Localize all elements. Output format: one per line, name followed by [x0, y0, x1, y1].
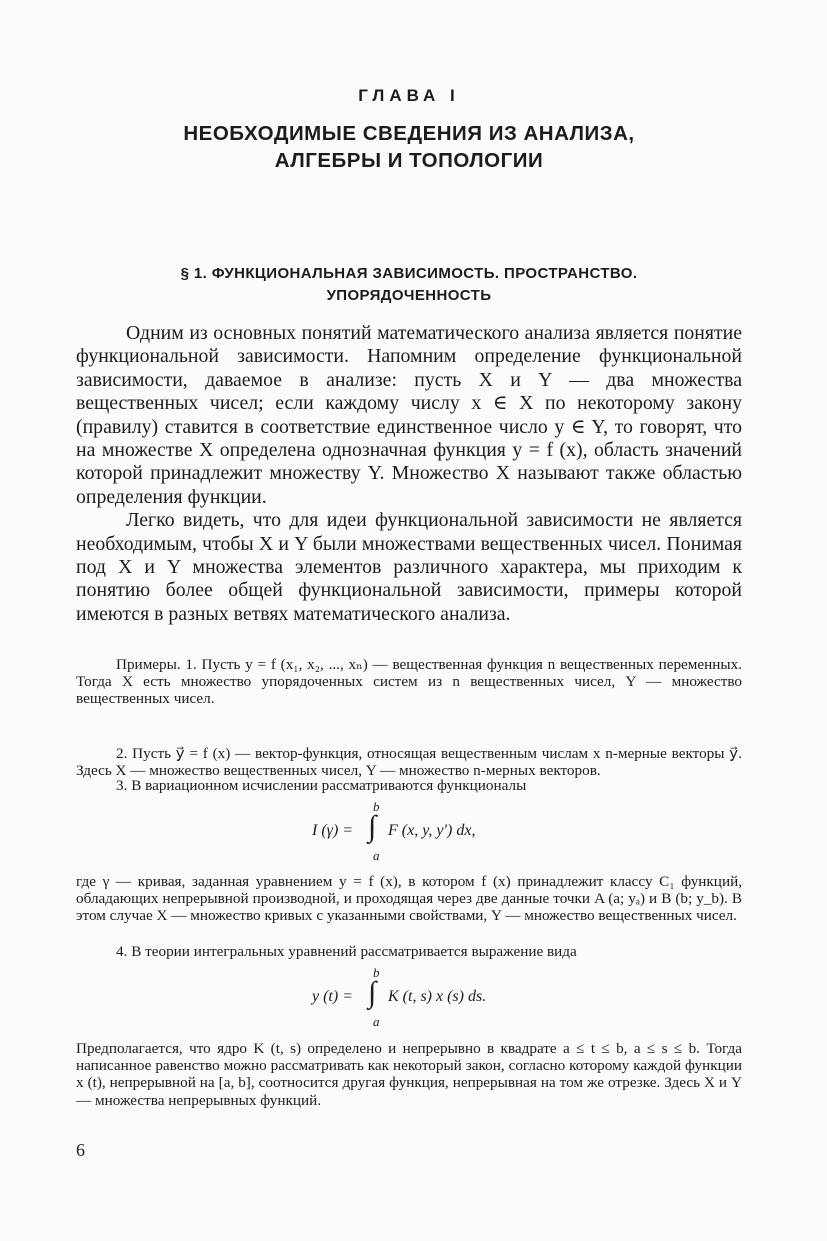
example-2-text: 2. Пусть y⃗ = f (x) — вектор-функция, относящая вещественным числам x n-мерные векторы y⃗. Здесь X — множество вещественных чисел, Y — множество n-мерных векторов. [76, 745, 742, 780]
formula-1-lhs: I (γ) = [312, 822, 354, 839]
example-4-intro-text: 4. В теории интегральных уравнений рассматривается выражение вида [116, 943, 577, 960]
functional-formula [76, 798, 742, 863]
example-3-intro [76, 777, 742, 794]
example-2 [76, 745, 742, 779]
formula-2-lhs: y (t) = [312, 988, 353, 1005]
section-title: § 1. ФУНКЦИОНАЛЬНАЯ ЗАВИСИМОСТЬ. ПРОСТРАНСТВО. УПОРЯДОЧЕННОСТЬ [180, 265, 638, 304]
example-1 [76, 656, 742, 708]
paragraph-2: Легко видеть, что для идеи функциональной зависимости не является необходимым, чтобы X и Y были множествами вещественных чисел. Понимая под X и Y множества элементов различного характера, мы приходим к понятию более общей функциональной зависимости, примеры которой имеются в разных ветвях математического анализа. [76, 509, 742, 625]
formula-1-upper-limit: b [373, 799, 380, 814]
formula-2-upper-limit: b [373, 965, 380, 980]
example-3-after-text: где γ — кривая, заданная уравнением y = f (x), в котором f (x) принадлежит классу C₁ функций, обладающих непрерывной производной, и проходящая через две данные точки A (a; yₐ) и B (b; y_b). В этом случае X — множество кривых с указанными свойствами, Y — множество вещественных чисел. [76, 873, 742, 925]
formula-1-lower-limit: a [373, 848, 380, 863]
formula-2-rhs: K (t, s) x (s) ds. [388, 988, 487, 1005]
example-4-after-text: Предполагается, что ядро K (t, s) определено и непрерывно в квадрате a ≤ t ≤ b, a ≤ s ≤ b. Тогда написанное равенство можно рассматривать как некоторый закон, согласно которому каждой функции x (t), непрерывной на [a, b], соотносится другая функция, непрерывная на том же отрезке. Здесь X и Y — множества непрерывных функций. [76, 1040, 742, 1109]
main-text [76, 322, 742, 626]
example-4-intro [76, 943, 742, 960]
integral-sign: ∫ [368, 976, 377, 1009]
example-1-text: Примеры. 1. Пусть y = f (x₁, x₂, ..., xₙ) — вещественная функция n вещественных переменных. Тогда X есть множество упорядоченных систем из n вещественных чисел, Y — множество вещественных чисел. [76, 656, 742, 708]
formula-1-rhs: F (x, y, y′) dx, [388, 822, 476, 839]
paragraph-1: Одним из основных понятий математического анализа является понятие функциональной зависимости. Напомним определение функциональной зависимости, даваемое в анализе: пусть X и Y — два множества вещественных чисел; если каждому числу x ∈ X по некоторому закону (правилу) ставится в соответствие единственное число y ∈ Y, то говорят, что на множестве X определена однозначная функция y = f (x), область значений которой принадлежит множеству Y. Множество X называют также областью определения функции. [76, 322, 742, 508]
example-4-after [76, 1040, 742, 1109]
example-3-intro-text: 3. В вариационном исчислении рассматриваются функционалы [116, 777, 527, 794]
example-3-after [76, 873, 742, 925]
integral-equation-formula [76, 964, 742, 1029]
formula-2-lower-limit: a [373, 1014, 380, 1029]
chapter-label: ГЛАВА I [358, 86, 460, 105]
page-number: 6 [76, 1140, 85, 1160]
integral-sign: ∫ [368, 810, 377, 843]
chapter-title: НЕОБХОДИМЫЕ СВЕДЕНИЯ ИЗ АНАЛИЗА, АЛГЕБРЫ И ТОПОЛОГИИ [183, 122, 635, 172]
